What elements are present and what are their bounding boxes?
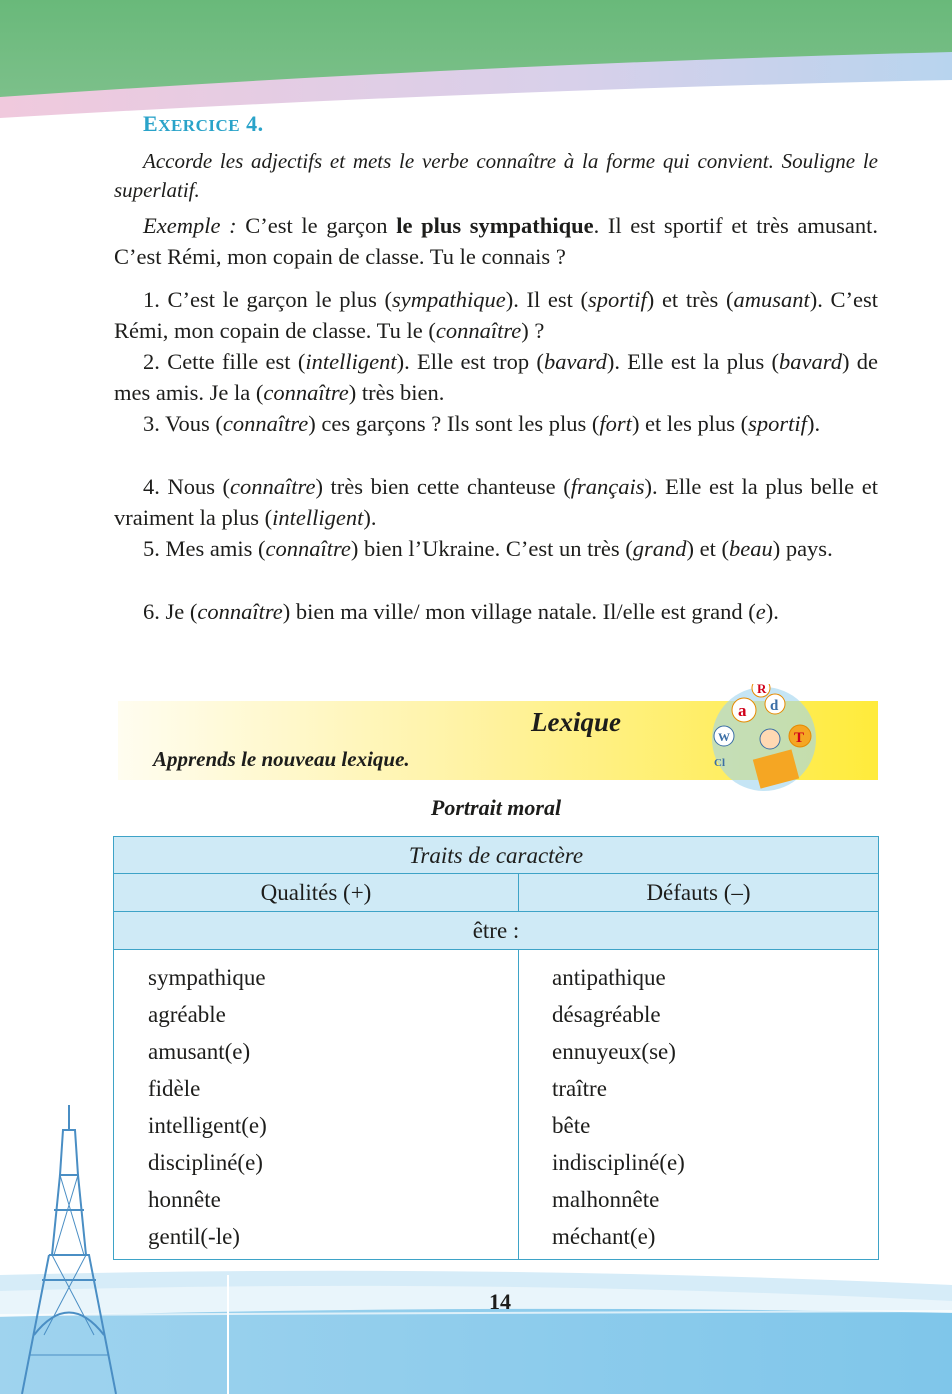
eiffel-tower-illustration: [14, 1105, 124, 1394]
list-item: ennuyeux(se): [552, 1039, 676, 1064]
list-item: sympathique: [148, 965, 266, 990]
list-item: discipliné(e): [148, 1150, 263, 1175]
list-item: traître: [552, 1076, 607, 1101]
bottom-decorative-band: [0, 1255, 952, 1394]
svg-text:W: W: [718, 730, 730, 744]
list-item: fidèle: [148, 1076, 201, 1101]
list-item: intelligent(e): [148, 1113, 267, 1138]
list-item: honnête: [148, 1187, 221, 1212]
list-item: méchant(e): [552, 1224, 656, 1249]
exercise-title: EXERCICE 4.: [143, 111, 264, 136]
column-divider: [518, 950, 519, 1259]
top-decorative-band: [0, 0, 952, 125]
example-paragraph: Exemple : C’est le garçon le plus sympathique. Il est sportif et très amusant. C’est Rémi, mon copain de classe. Tu le connais ?: [114, 213, 878, 269]
svg-text:a: a: [738, 701, 747, 720]
exercise-item: 4. Nous (connaître) très bien cette chanteuse (français). Elle est la plus belle et vraiment la plus (intelligent).: [114, 474, 878, 530]
lexique-title: Lexique: [531, 707, 621, 737]
exercise-instruction: Accorde les adjectifs et mets le verbe connaître à la forme qui convient. Souligne le superlatif.: [114, 149, 878, 202]
lexique-subtitle: Apprends le nouveau lexique.: [153, 747, 410, 771]
vocabulary-table: [113, 836, 879, 1260]
column-header-qualites: Qualités (+): [260, 880, 372, 905]
svg-text:R: R: [757, 684, 767, 696]
qualites-list: [148, 959, 267, 1255]
list-item: amusant(e): [148, 1039, 251, 1064]
exercise-item: 3. Vous (connaître) ces garçons ? Ils sont les plus (fort) et les plus (sportif).: [143, 411, 821, 436]
exercise-item: 6. Je (connaître) bien ma ville/ mon village natale. Il/elle est grand (e).: [143, 599, 779, 624]
svg-text:Cl: Cl: [714, 757, 725, 769]
list-item: antipathique: [552, 965, 666, 990]
alphabet-character-icon: [708, 684, 822, 802]
list-item: bête: [552, 1113, 591, 1138]
table-column-headers: [114, 874, 878, 912]
column-header-defauts: Défauts (–): [646, 880, 751, 905]
list-item: indiscipliné(e): [552, 1150, 685, 1175]
column-divider: [518, 874, 519, 912]
list-item: agréable: [148, 1002, 226, 1027]
table-header: Traits de caractère: [114, 837, 878, 874]
exercise-item: 5. Mes amis (connaître) bien l’Ukraine. C’est un très (grand) et (beau) pays.: [143, 536, 833, 561]
portrait-title: Portrait moral: [430, 795, 562, 820]
list-item: malhonnête: [552, 1187, 660, 1212]
list-item: désagréable: [552, 1002, 661, 1027]
defauts-list: [552, 959, 685, 1255]
exercise-item: 1. C’est le garçon le plus (sympathique). Il est (sportif) et très (amusant). C’est Rémi, mon copain de classe. Tu le (connaître) ?: [114, 287, 878, 343]
page-number: 14: [489, 1289, 511, 1314]
table-verb-row: être :: [114, 912, 878, 950]
exercise-item: 2. Cette fille est (intelligent). Elle est trop (bavard). Elle est la plus (bavard) de mes amis. Je la (connaître) très bien.: [114, 349, 878, 405]
svg-text:T: T: [794, 730, 805, 746]
list-item: gentil(-le): [148, 1224, 240, 1249]
svg-text:d: d: [770, 698, 779, 714]
